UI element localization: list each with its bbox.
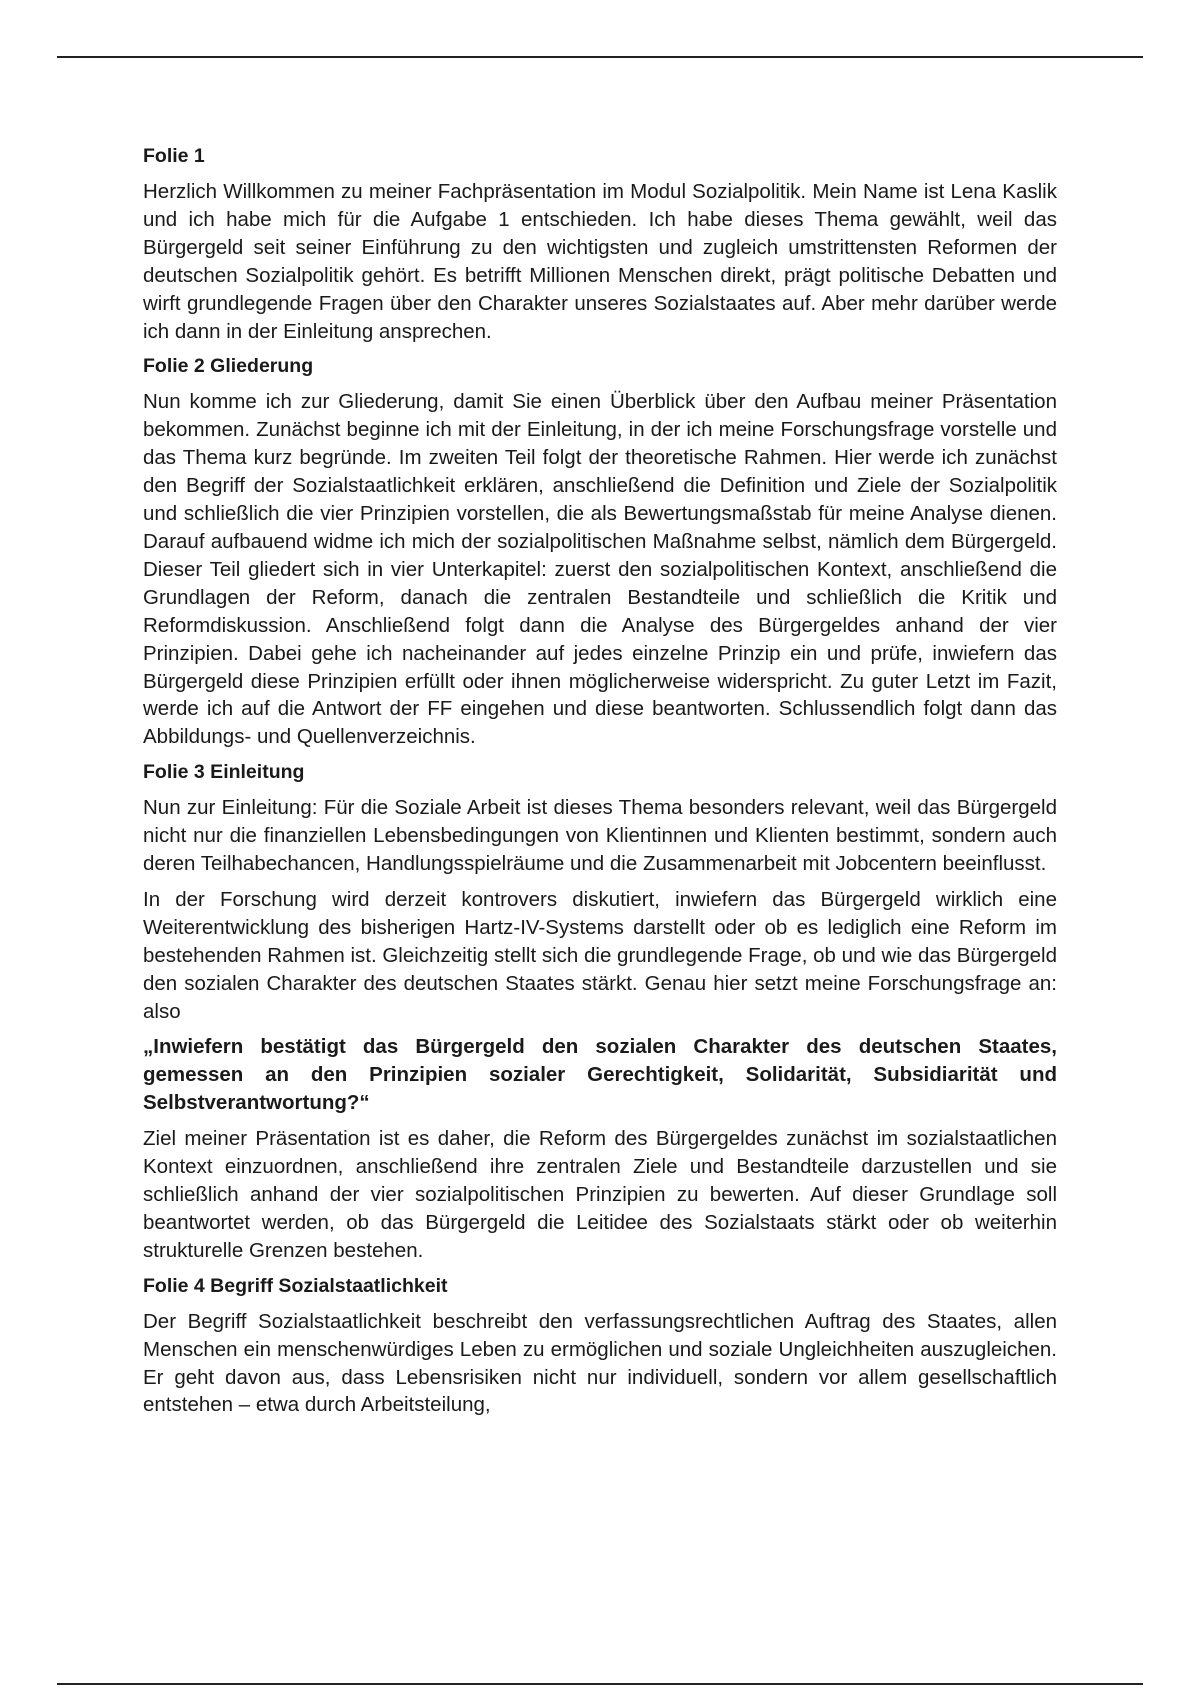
slide-4-paragraph: Der Begriff Sozialstaatlichkeit beschreibt den verfassungsrechtlichen Auftrag des Staates, allen Menschen ein menschenwürdiges Leben zu ermöglichen und soziale Ungleichheiten auszugleichen. Er geht davon aus, dass Lebensrisiken nicht nur individuell, sondern vor allem gesellschaftlich entstehen – etwa durch Arbeitsteilung, bbox=[143, 1309, 1057, 1417]
slide-1-paragraph: Herzlich Willkommen zu meiner Fachpräsentation im Modul Sozialpolitik. Mein Name ist Lena Kaslik und ich habe mich für die Aufgabe 1 entschieden. Ich habe dieses Thema gewählt, weil das Bürgergeld seit seiner Einführung zu den wichtigsten und zugleich umstrittensten Reformen der deutschen Sozialpolitik gehört. Es betrifft Millionen Menschen direkt, prägt politische Debatten und wirft grundlegende Fragen über den Charakter unseres Sozialstaates auf. Aber mehr darüber werde ich dann in der Einleitung ansprechen. bbox=[143, 180, 1057, 343]
slide-3-section bbox=[143, 759, 1057, 1265]
research-question: „Inwiefern bestätigt das Bürgergeld den sozialen Charakter des deutschen Staates, gemessen an den Prinzipien sozialer Gerechtigkeit, Solidarität, Subsidiarität und Selbstverantwortung?“ bbox=[143, 1035, 1057, 1115]
header-rule bbox=[57, 56, 1143, 58]
slide-1-section bbox=[143, 143, 1057, 345]
document-body bbox=[143, 143, 1057, 1427]
slide-2-heading: Folie 2 Gliederung bbox=[143, 355, 314, 378]
slide-1-heading: Folie 1 bbox=[143, 145, 205, 167]
footer-rule bbox=[57, 1683, 1143, 1685]
slide-3-heading: Folie 3 Einleitung bbox=[143, 761, 305, 784]
slide-3-paragraph-1: Nun zur Einleitung: Für die Soziale Arbeit ist dieses Thema besonders relevant, weil das Bürgergeld nicht nur die finanziellen Lebensbedingungen von Klientinnen und Klienten bestimmt, sondern auch deren Teilhabechancen, Handlungsspielräume und die Zusammenarbeit mit Jobcentern beeinflusst. bbox=[143, 796, 1057, 876]
slide-3-closing-paragraph: Ziel meiner Präsentation ist es daher, die Reform des Bürgergeldes zunächst im sozialstaatlichen Kontext einzuordnen, anschließend ihre zentralen Ziele und Bestandteile darzustellen und sie schließlich anhand der vier sozialpolitischen Prinzipien zu bewerten. Auf dieser Grundlage soll beantwortet werden, ob das Bürgergeld die Leitidee des Sozialstaats stärkt oder ob weiterhin strukturelle Grenzen bestehen. bbox=[143, 1127, 1057, 1262]
slide-2-section bbox=[143, 353, 1057, 751]
slide-4-section bbox=[143, 1273, 1057, 1420]
slide-4-heading: Folie 4 Begriff Sozialstaatlichkeit bbox=[143, 1274, 448, 1297]
slide-2-paragraph: Nun komme ich zur Gliederung, damit Sie einen Überblick über den Aufbau meiner Präsentation bekommen. Zunächst beginne ich mit der Einleitung, in der ich meine Forschungsfrage vorstelle und das Thema kurz begründe. Im zweiten Teil folgt der theoretische Rahmen. Hier werde ich zunächst den Begriff der Sozialstaatlichkeit erklären, anschließend die Definition und Ziele der Sozialpolitik und schließlich die vier Prinzipien vorstellen, die als Bewertungsmaßstab für meine Analyse dienen. Darauf aufbauend widme ich mich der sozialpolitischen Maßnahme selbst, nämlich dem Bürgergeld. Dieser Teil gliedert sich in vier Unterkapitel: zuerst den sozialpolitischen Kontext, anschließend die Grundlagen der Reform, danach die zentralen Bestandteile und schließlich die Kritik und Reformdiskussion. Anschließend folgt dann die Analyse des Bürgergeldes anhand der vier Prinzipien. Dabei gehe ich nacheinander auf jedes einzelne Prinzip ein und prüfe, inwiefern das Bürgergeld diese Prinzipien erfüllt oder ihnen möglicherweise widerspricht. Zu guter Letzt im Fazit, werde ich auf die Antwort der FF eingehen und diese beantworten. Schlussendlich folgt dann das Abbildungs- und Quellenverzeichnis. bbox=[143, 390, 1057, 749]
slide-3-paragraph-2: In der Forschung wird derzeit kontrovers diskutiert, inwiefern das Bürgergeld wirklich eine Weiterentwicklung des bisherigen Hartz-IV-Systems darstellt oder ob es lediglich eine Reform im bestehenden Rahmen ist. Gleichzeitig stellt sich die grundlegende Frage, ob und wie das Bürgergeld den sozialen Charakter des deutschen Staates stärkt. Genau hier setzt meine Forschungsfrage an: also bbox=[143, 887, 1057, 1023]
